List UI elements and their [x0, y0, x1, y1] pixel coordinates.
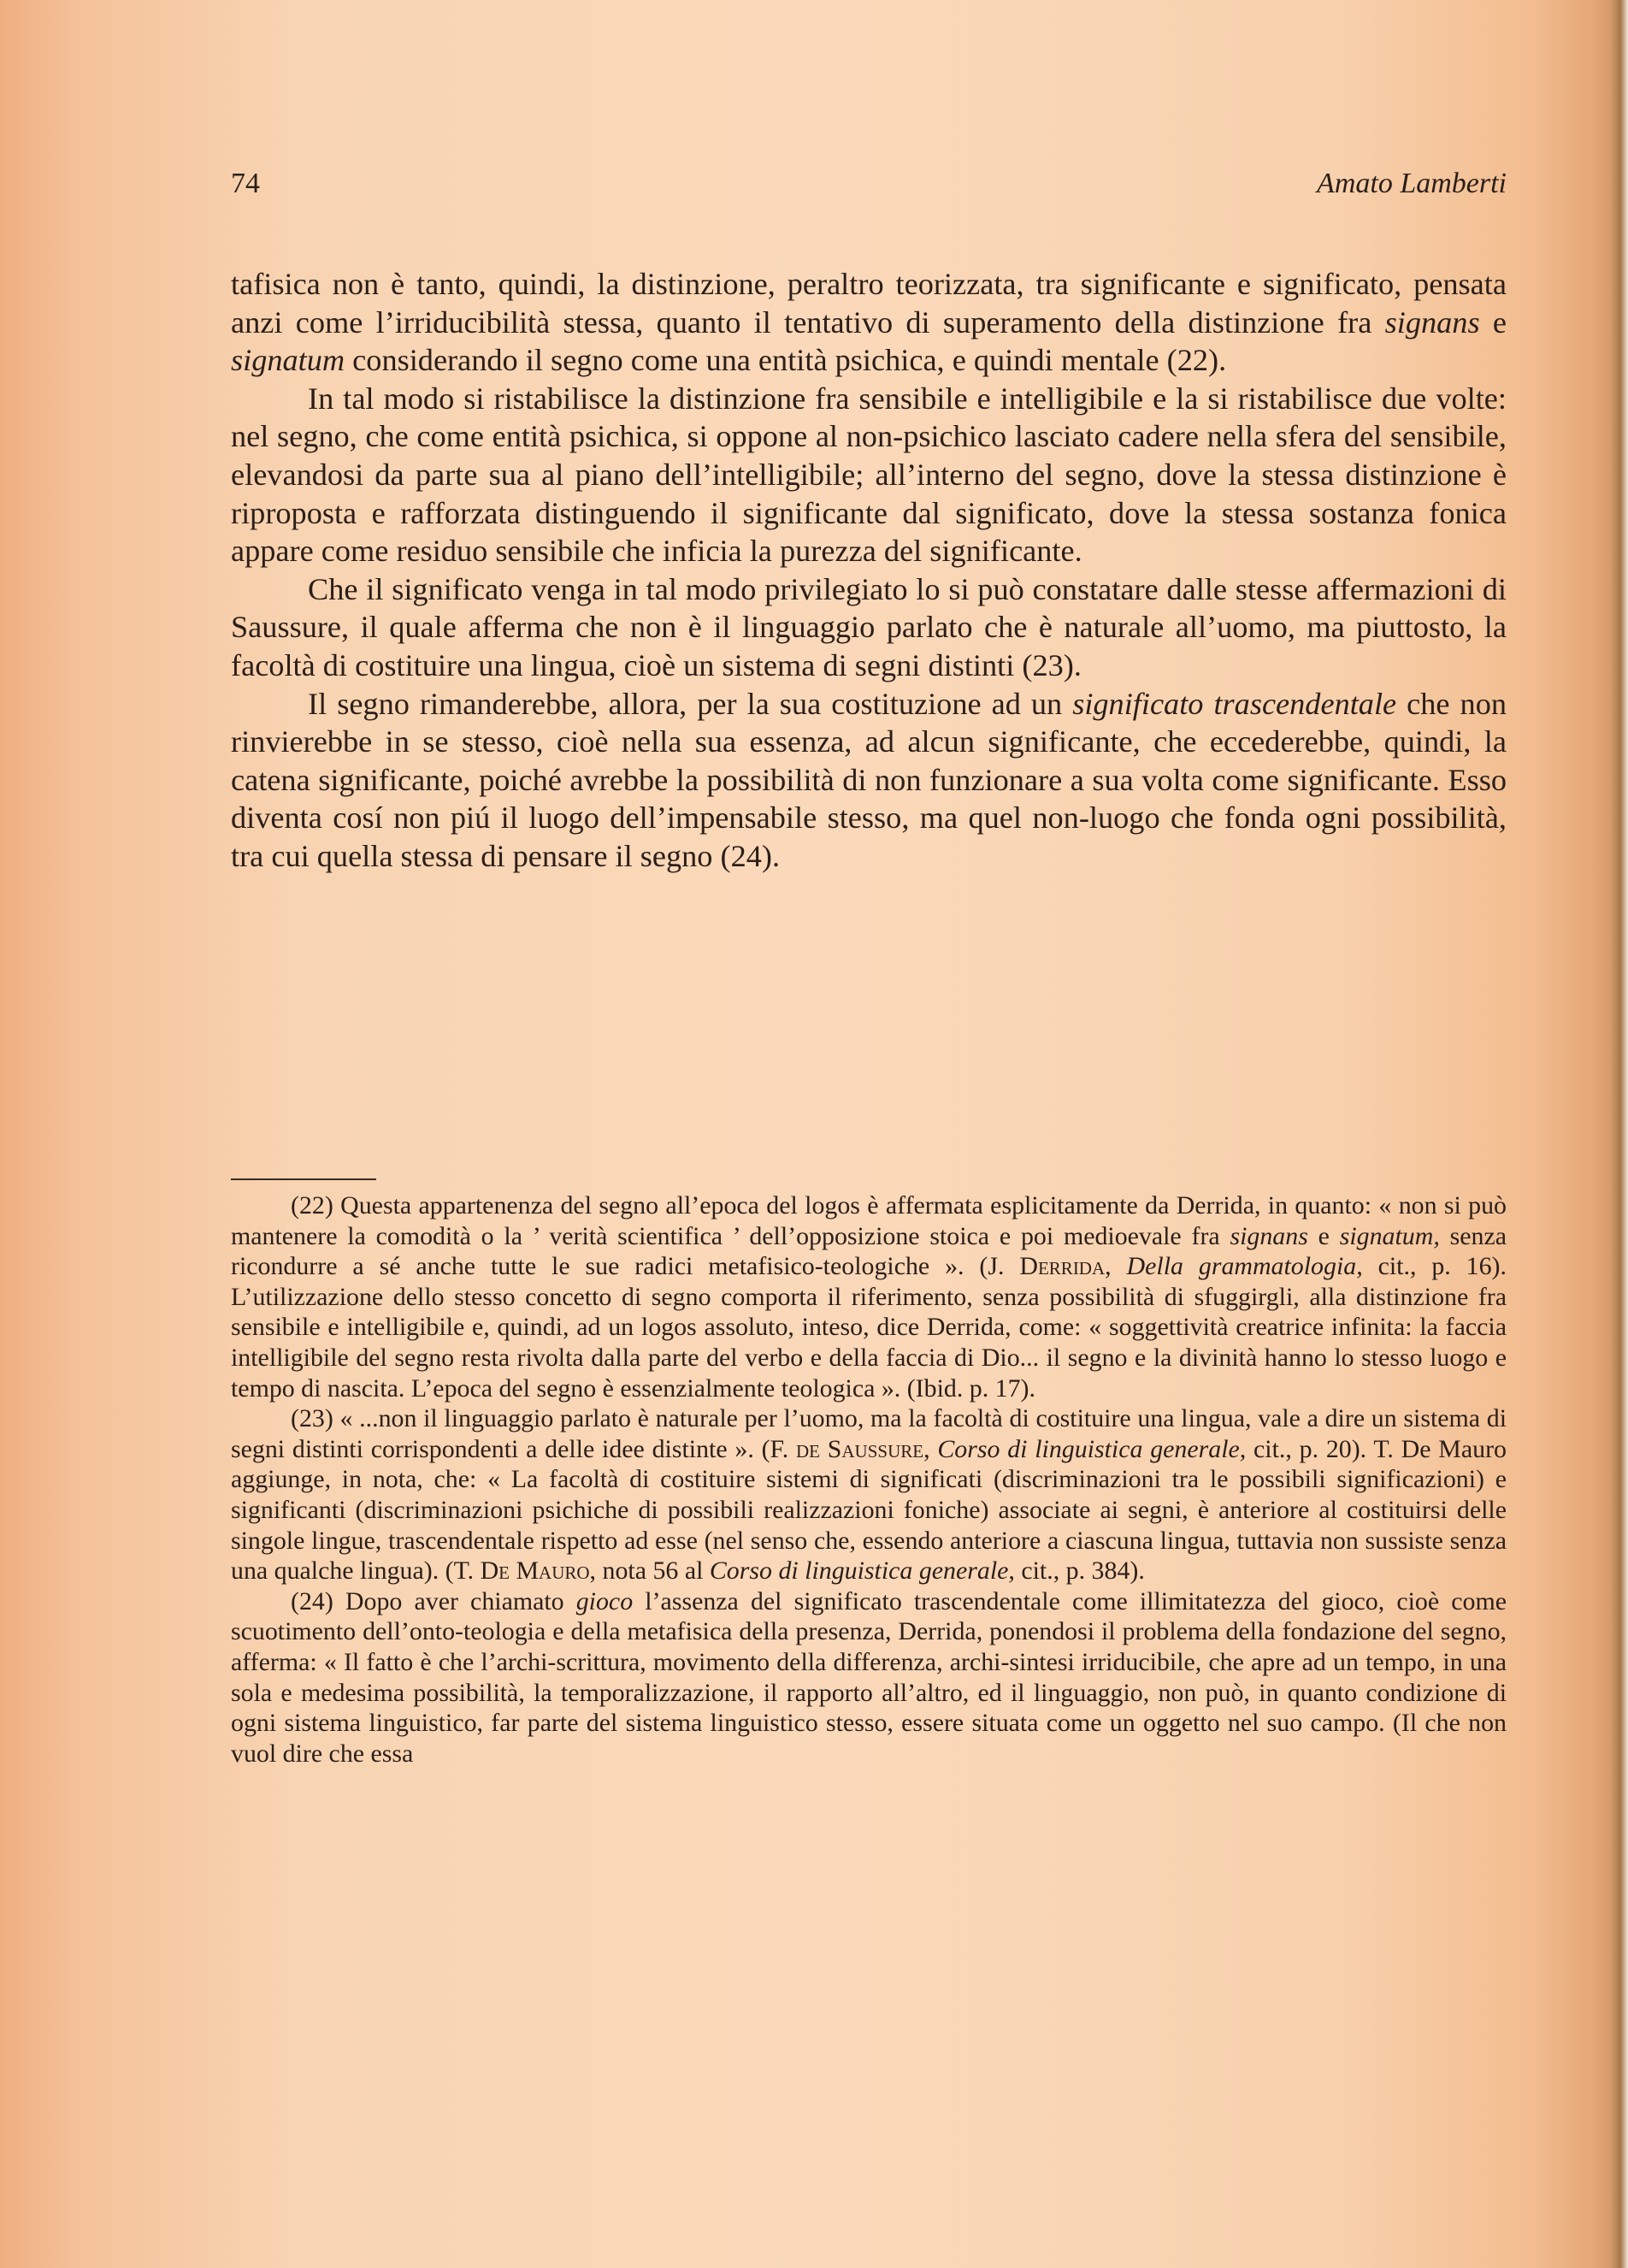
italic-term: significato trascendentale [1072, 686, 1397, 721]
italic-term: gioco [575, 1586, 634, 1615]
italic-term: signans [1384, 304, 1480, 340]
body-paragraph-2: In tal modo si ristabilisce la distinzione fra sensibile e intelligibile e la si ristabilisce due volte: nel segno, che come entità psichica, si oppone al non-psichico lasciato cadere nella sfera del sensibile, elevandosi da parte sua al piano dell’intelligibile; all’interno del segno, dove la stessa distinzione è riproposta e rafforzata distinguendo il significante dal significato, dove la stessa sostanza fonica appare come residuo sensibile che inficia la purezza del significante. [231, 381, 1507, 569]
body-text-run: considerando il segno come una entità psichica, e quindi mentale (22). [345, 343, 1227, 378]
note-text-run: e [1307, 1221, 1340, 1250]
italic-term: signatum [231, 343, 345, 378]
italic-term: signans [1230, 1221, 1308, 1250]
body-text-run: tafisica non è tanto, quindi, la distinzione, peraltro teorizzata, tra significante e significato, pensata anzi come l’irriducibilità stessa, quanto il tentativo di superamento della distinzione fra [231, 267, 1507, 340]
footnote-22 [231, 1190, 1507, 1403]
note-text-run: nota 56 al [596, 1556, 710, 1586]
footnotes [231, 1190, 1507, 1769]
book-title: Della grammatologia, [1126, 1252, 1363, 1281]
note-text-run: l’assenza del significato trascendentale come illimitatezza del gioco, cioè come scuotimento dell’onto-teologia e della metafisica della presenza, Derrida, ponendosi il problema della fondazione del segno, afferma: « Il fatto è che l’archi-scrittura, movimento della differenza, archi-sintesi irriducibile, che apre ad un tempo, in una sola e medesima possibilità, la temporalizzazione, il rapporto all’altro, ed il linguaggio, non può, in quanto condizione di ogni sistema linguistico, far parte del sistema linguistico stesso, essere situata come un oggetto nel suo campo. (Il che non vuol dire che essa [231, 1586, 1507, 1768]
author-name: De Mauro, [480, 1556, 597, 1586]
note-text-run [1112, 1252, 1127, 1280]
book-title: Corso di linguistica generale, [709, 1556, 1015, 1586]
page-header [231, 168, 1507, 212]
footnote-separator [231, 1178, 376, 1180]
book-title: Corso di linguistica generale, [937, 1434, 1247, 1463]
footnote-23 [231, 1403, 1507, 1586]
note-text-run: senza ricondurre a sé anche tutte le sue radici metafisico-teologiche ». (J. [231, 1221, 1507, 1281]
author-name: de Saussure, [796, 1434, 930, 1463]
note-text-run: cit., p. 16). L’utilizzazione dello stesso concetto di segno comporta il riferimento, senza possibilità di sfuggirgli, alla distinzione fra sensibile e intelligibile e, quindi, ad un logos assoluto, inteso, dice Derrida, come: « soggettività creatrice infinita: la faccia intelligibile del segno resta rivolta dalla parte del verbo e della faccia di Dio... il segno e la divinità hanno lo stesso luogo e tempo di nascita. L’epoca del segno è essenzialmente teologica ». (Ibid. p. 17). [231, 1252, 1507, 1403]
body-paragraph-4 [231, 685, 1507, 876]
body-text-run: Il segno rimanderebbe, allora, per la sua costituzione ad un [308, 686, 1073, 721]
body-text-run: che non rinvierebbe in se stesso, cioè nella sua essenza, ad alcun significante, che eccederebbe, quindi, la catena significante, poiché avrebbe la possibilità di non funzionare a sua volta come significante. Esso diventa cosí non piú il luogo dell’impensabile stesso, ma quel non-luogo che fonda ogni possibilità, tra cui quella stessa di pensare il segno (24). [231, 686, 1507, 873]
body-paragraph-3: Che il significato venga in tal modo privilegiato lo si può constatare dalle stesse affermazioni di Saussure, il quale afferma che non è il linguaggio parlato che è naturale all’uomo, ma piuttosto, la facoltà di costituire una lingua, cioè un sistema di segni distinti (23). [231, 571, 1507, 682]
italic-term: signatum, [1339, 1221, 1440, 1250]
note-text-run: (23) « ...non il linguaggio parlato è naturale per l’uomo, ma la facoltà di costituire una lingua, vale a dire un sistema di segni distinti corrispondenti a delle idee distinte ». (F. [231, 1404, 1507, 1463]
note-text-run: cit., p. 20). T. De Mauro aggiunge, in nota, che: « La facoltà di costituire sistemi di significati (discriminazioni tra le possibili significazioni) e significanti (discriminazioni psichiche di possibili realizzazioni foniche) associate ai segni, è anteriore al costituirsi delle singole lingue, trascendentale rispetto ad esse (nel senso che, essendo anteriore a ciascuna lingua, tuttavia non sussiste senza una qualche lingua). (T. [231, 1434, 1507, 1586]
body-text [231, 265, 1507, 876]
running-head: Amato Lamberti [1317, 168, 1507, 199]
note-text-run: (24) Dopo aver chiamato [291, 1586, 576, 1615]
note-text-run: cit., p. 384). [1014, 1556, 1145, 1586]
page-edge [1609, 0, 1628, 2268]
page-number: 74 [231, 168, 260, 199]
note-text-run: (22) Questa appartenenza del segno all’epoca del logos è affermata esplicitamente da Derrida, in quanto: « non si può mantenere la comodità o la ’ verità scientifica ’ dell’opposizione stoica e poi medioevale fra [231, 1191, 1507, 1250]
body-text-run: e [1479, 304, 1507, 340]
footnote-24 [231, 1586, 1507, 1769]
body-paragraph-1 [231, 265, 1507, 380]
author-name: Derrida, [1019, 1252, 1112, 1281]
